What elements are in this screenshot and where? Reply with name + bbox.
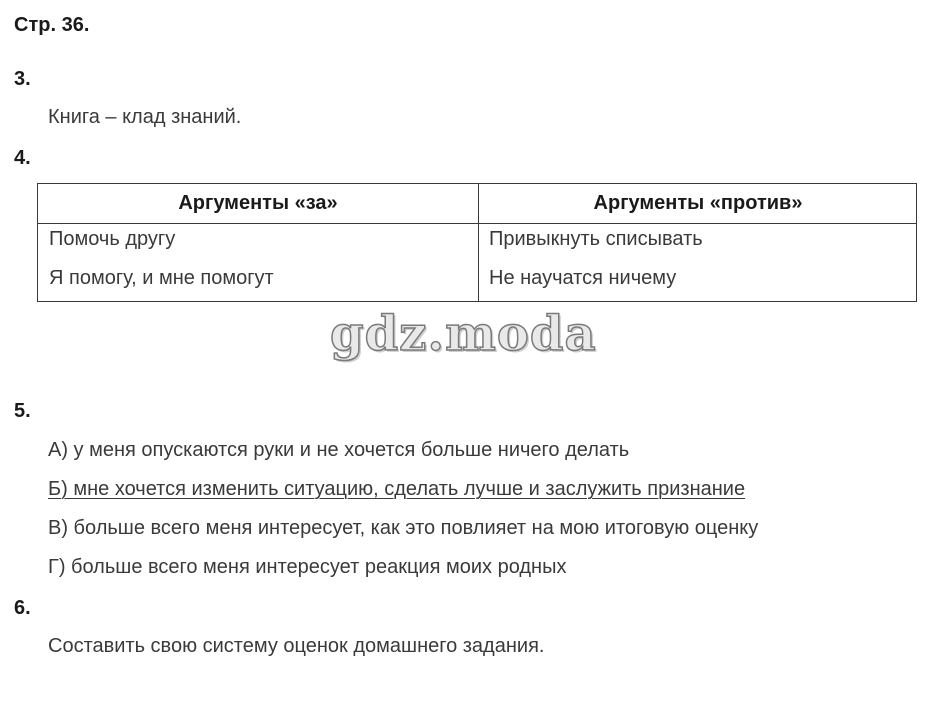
task-5-option-d: Г) больше всего меня интересует реакция моих родных [48, 556, 567, 578]
table-header-for: Аргументы «за» [178, 192, 338, 214]
table-cell-against-1: Привыкнуть списывать [489, 228, 703, 250]
task-5-option-b-selected: Б) мне хочется изменить ситуацию, сделать лучше и заслужить признание [48, 478, 746, 500]
task-5-number: 5. [14, 400, 31, 422]
task-5-option-c: В) больше всего меня интересует, как это повлияет на мою итоговую оценку [48, 517, 759, 539]
table-cell-for-1: Помочь другу [49, 228, 176, 250]
task-4-number: 4. [14, 147, 31, 169]
task-6-answer: Составить свою систему оценок домашнего задания. [48, 635, 545, 657]
table-header-divider [38, 223, 916, 224]
table-cell-for-2: Я помогу, и мне помогут [49, 267, 274, 289]
arguments-table [37, 183, 917, 302]
table-header-against: Аргументы «против» [593, 192, 803, 214]
task-3-number: 3. [14, 68, 31, 90]
watermark-logo: gdz.moda [330, 306, 597, 362]
task-5-option-a: А) у меня опускаются руки и не хочется больше ничего делать [48, 439, 630, 461]
task-3-answer: Книга – клад знаний. [48, 106, 242, 128]
page-title: Стр. 36. [14, 14, 90, 36]
task-6-number: 6. [14, 597, 31, 619]
table-cell-against-2: Не научатся ничему [489, 267, 677, 289]
